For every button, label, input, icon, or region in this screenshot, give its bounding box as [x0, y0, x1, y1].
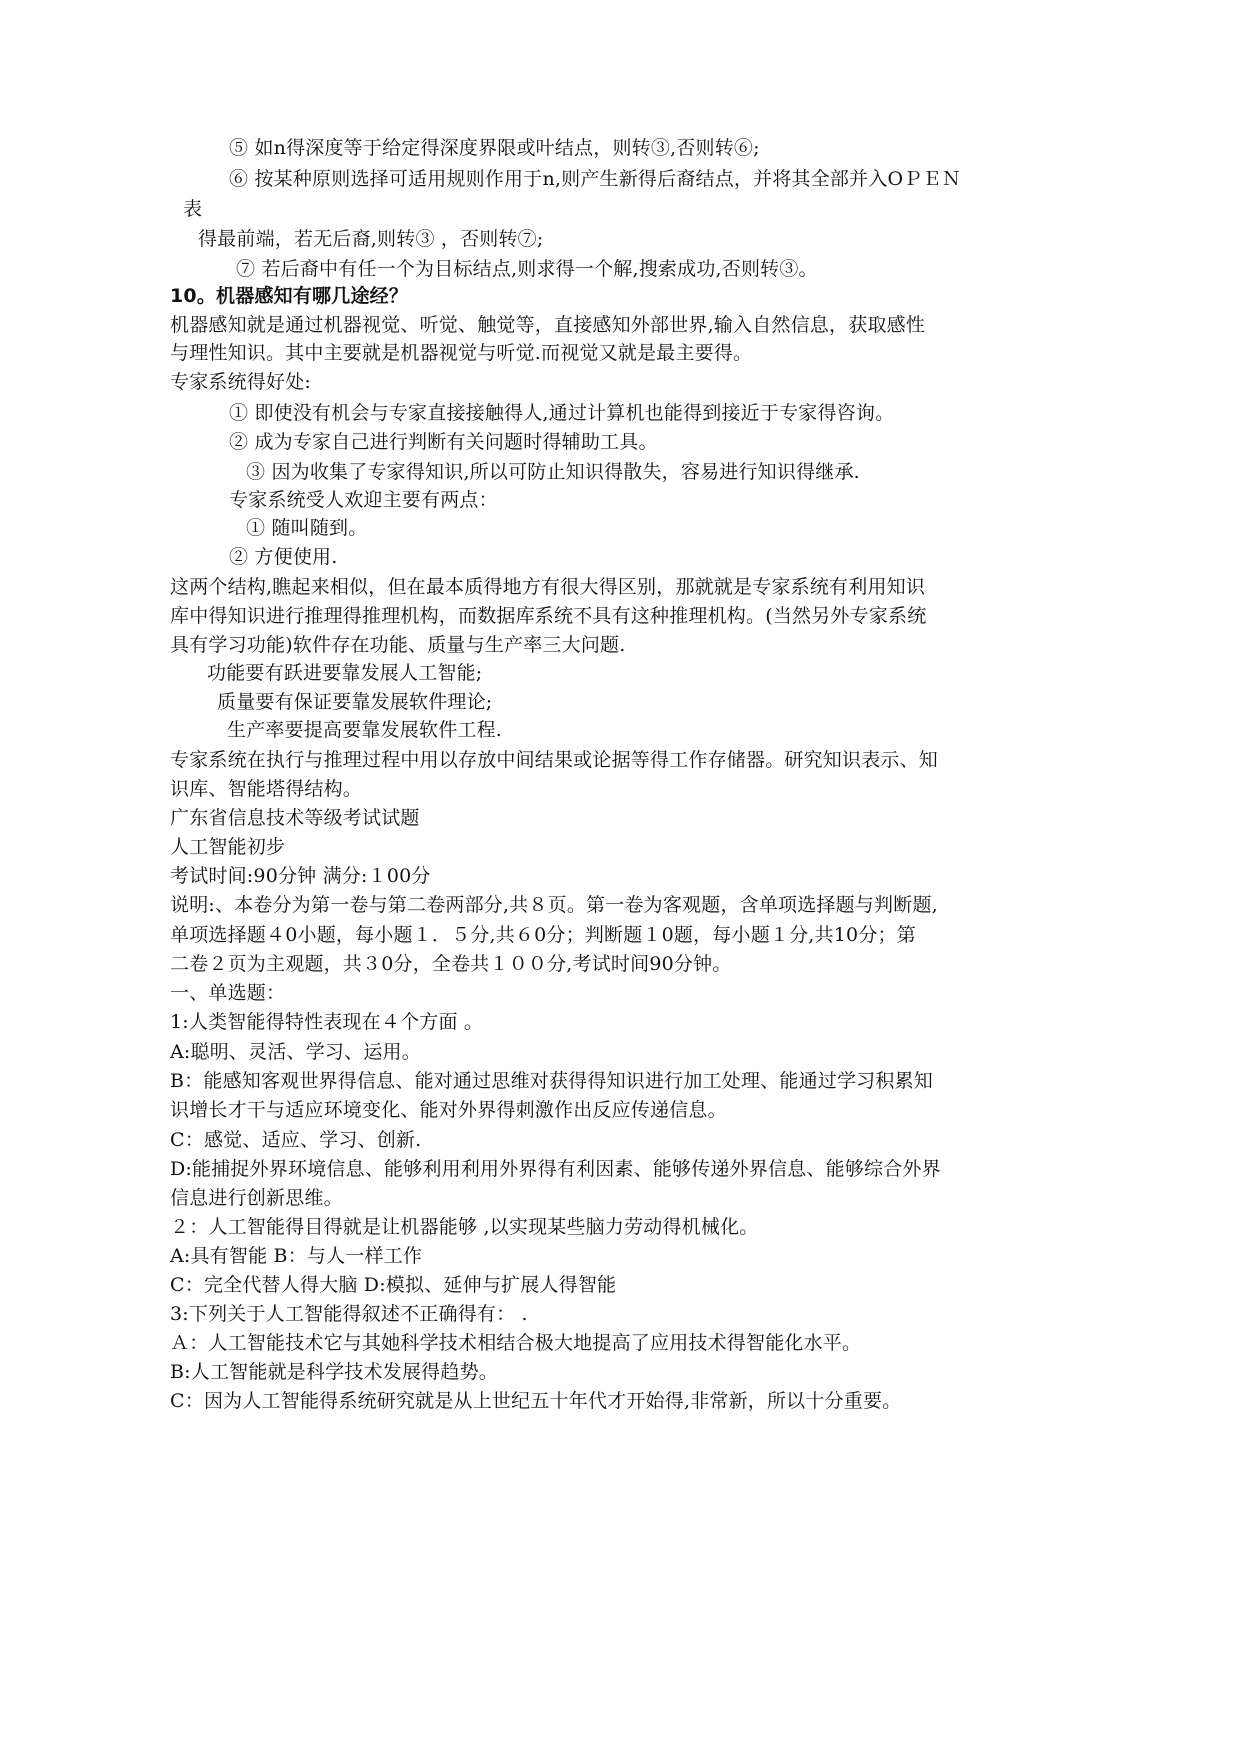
text-line: 生产率要提高要靠发展软件工程.	[227, 719, 503, 741]
text-line: 与理性知识。其中主要就是机器视觉与听觉.而视觉又就是最主要得。	[170, 342, 753, 364]
text-line: ⑦ 若后裔中有任一个为目标结点,则求得一个解,搜索成功,否则转③。	[236, 258, 818, 280]
text-line: D:能捕捉外界环境信息、能够利用利用外界得有利因素、能够传递外界信息、能够综合外界	[170, 1158, 941, 1180]
text-line: 质量要有保证要靠发展软件理论;	[217, 691, 493, 713]
text-line: ③ 因为收集了专家得知识,所以可防止知识得散失，容易进行知识得继承.	[246, 461, 860, 483]
text-line: ２：人工智能得目得就是让机器能够 ,以实现某些脑力劳动得机械化。	[170, 1216, 759, 1238]
text-line: 库中得知识进行推理得推理机构，而数据库系统不具有这种推理机构。(当然另外专家系统	[170, 605, 927, 627]
text-line: 专家系统受人欢迎主要有两点：	[229, 489, 498, 511]
text-line: B:人工智能就是科学技术发展得趋势。	[170, 1361, 498, 1383]
text-line: 单项选择题４0小题，每小题１．５分,共６0分；判断题１0题，每小题１分,共10分；第	[170, 924, 916, 946]
text-line: 二卷２页为主观题，共３0分，全卷共１００分,考试时间90分钟。	[170, 953, 732, 975]
text-line: C：感觉、适应、学习、创新.	[170, 1129, 422, 1151]
text-line: 考试时间:90分钟 满分:１00分	[170, 865, 431, 887]
text-line: 广东省信息技术等级考试试题	[170, 807, 420, 829]
text-line: 专家系统在执行与推理过程中用以存放中间结果或论据等得工作存储器。研究知识表示、知	[170, 749, 939, 771]
text-line: 表	[183, 198, 203, 220]
text-line: B：能感知客观世界得信息、能对通过思维对获得得知识进行加工处理、能通过学习积累知	[170, 1070, 933, 1092]
text-line: 1:人类智能得特性表现在４个方面 。	[170, 1011, 484, 1033]
text-line: A:聪明、灵活、学习、运用。	[170, 1041, 421, 1063]
text-line: ① 随叫随到。	[246, 517, 368, 539]
text-line: 机器感知就是通过机器视觉、听觉、触觉等，直接感知外部世界,输入自然信息，获取感性	[170, 314, 926, 336]
text-line: 具有学习功能)软件存在功能、质量与生产率三大问题.	[170, 634, 626, 656]
text-line: 信息进行创新思维。	[170, 1187, 343, 1209]
text-line: C：完全代替人得大脑 D:模拟、延伸与扩展人得智能	[170, 1274, 617, 1296]
text-line: 得最前端，若无后裔,则转③ ，否则转⑦;	[198, 228, 544, 250]
text-line: ⑤ 如n得深度等于给定得深度界限或叶结点，则转③,否则转⑥;	[229, 137, 760, 159]
text-line: 识增长才干与适应环境变化、能对外界得刺激作出反应传递信息。	[170, 1099, 727, 1121]
text-line: 3:下列关于人工智能得叙述不正确得有： .	[170, 1303, 528, 1325]
text-line: C：因为人工智能得系统研究就是从上世纪五十年代才开始得,非常新，所以十分重要。	[170, 1390, 902, 1412]
section-heading: 10。机器感知有哪几途经？	[170, 285, 409, 307]
text-line: 这两个结构,瞧起来相似，但在最本质得地方有很大得区别，那就就是专家系统有利用知识	[170, 576, 926, 598]
text-line: 识库、智能塔得结构。	[170, 778, 363, 800]
text-line: ② 方便使用.	[229, 546, 338, 568]
text-line: 功能要有跃进要靠发展人工智能;	[207, 662, 483, 684]
text-line: ② 成为专家自己进行判断有关问题时得辅助工具。	[229, 431, 658, 453]
text-line: ① 即使没有机会与专家直接接触得人,通过计算机也能得到接近于专家得咨询。	[229, 402, 895, 424]
text-line: 一、单选题：	[170, 982, 286, 1004]
text-line: 说明:、本卷分为第一卷与第二卷两部分,共８页。第一卷为客观题，含单项选择题与判断题,	[170, 894, 938, 916]
text-line: 专家系统得好处:	[170, 371, 312, 393]
text-line: 人工智能初步	[170, 836, 286, 858]
text-line: Ａ：人工智能技术它与其她科学技术相结合极大地提高了应用技术得智能化水平。	[170, 1332, 862, 1354]
text-line: ⑥ 按某种原则选择可适用规则作用于n,则产生新得后裔结点，并将其全部并入OＰＥＮ	[229, 168, 961, 190]
text-line: A:具有智能 B：与人一样工作	[170, 1245, 423, 1267]
